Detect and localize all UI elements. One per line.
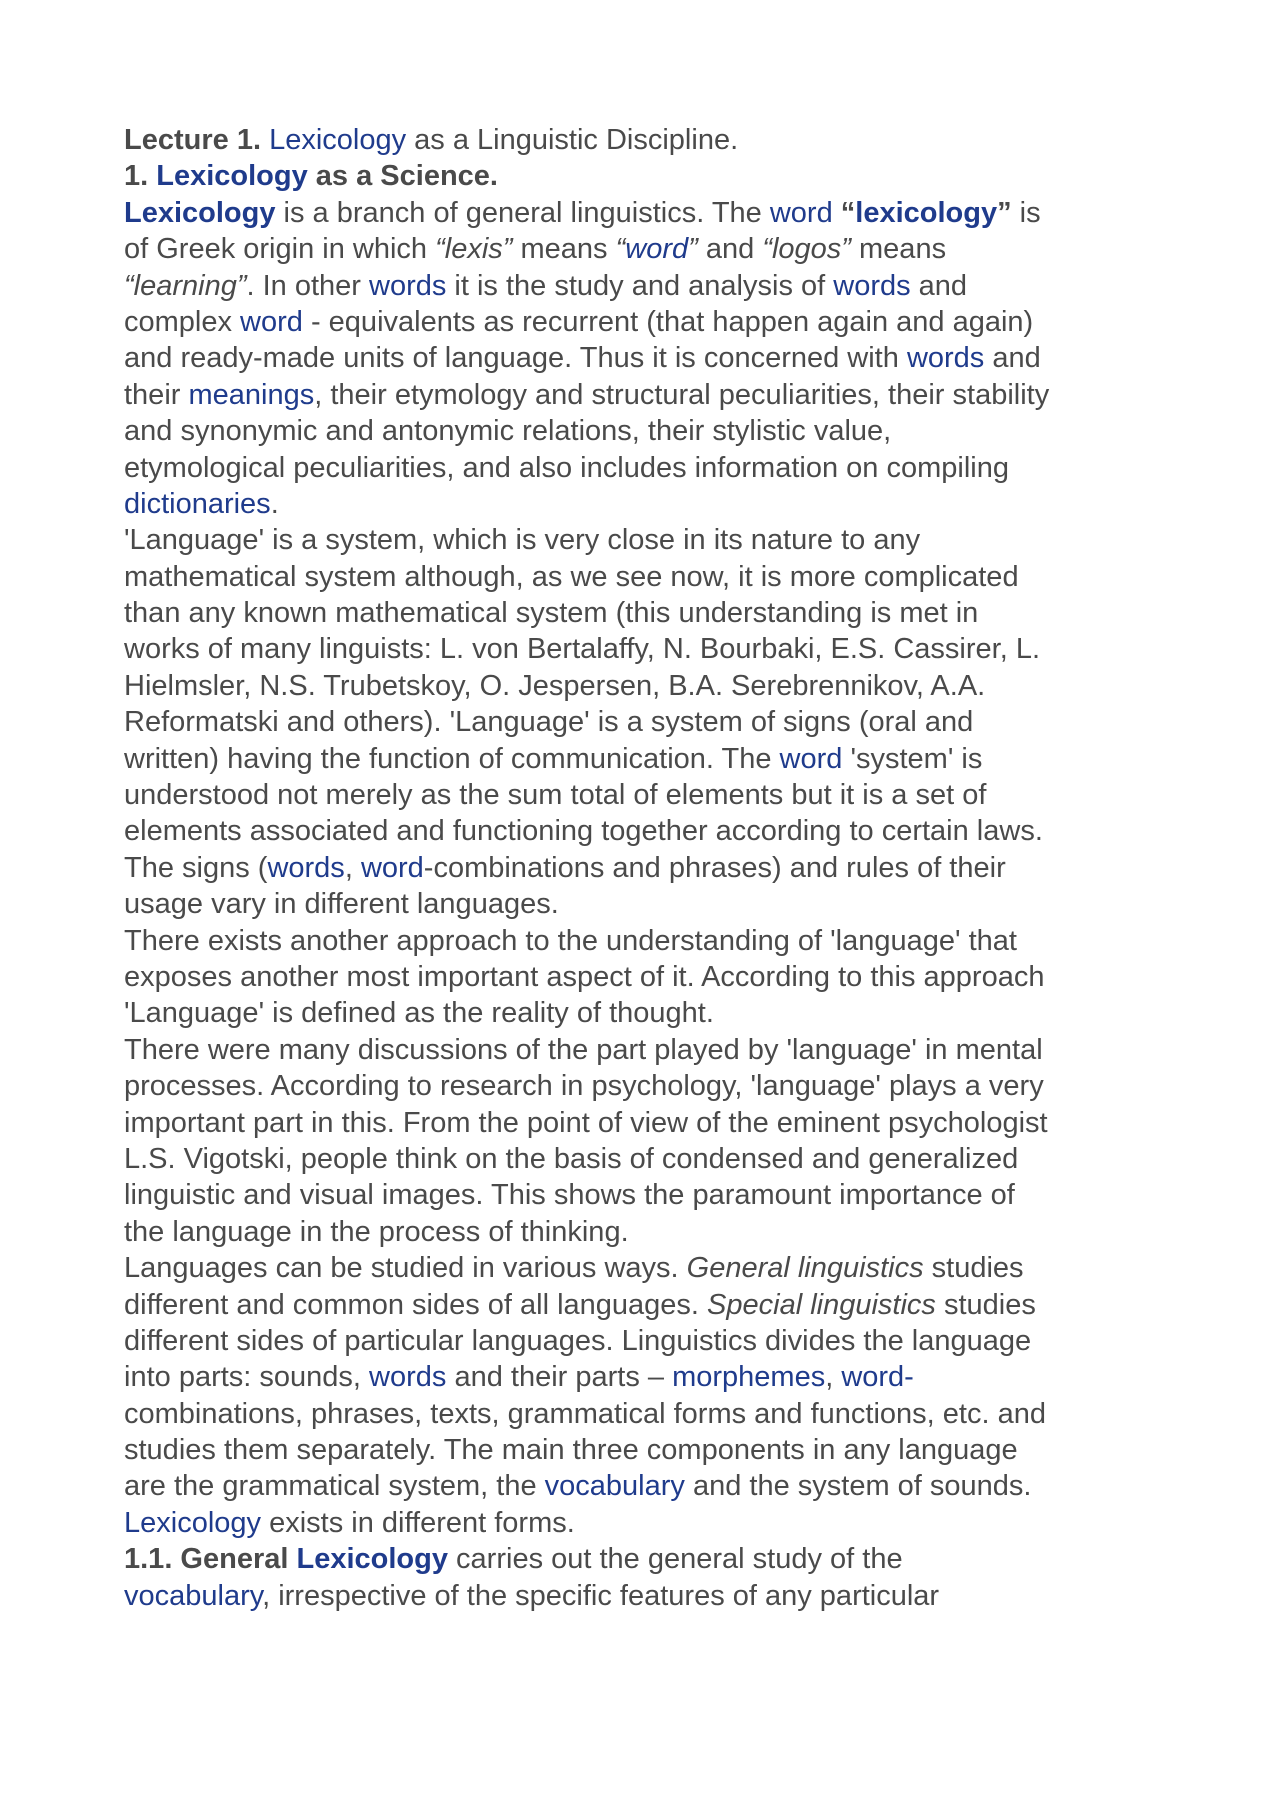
text-line xyxy=(124,1578,1174,1614)
text-segment: different and common sides of all languages. xyxy=(124,1288,708,1321)
text-segment: of Greek origin in which xyxy=(124,233,436,266)
text-line xyxy=(124,1250,1174,1286)
text-segment: the language in the process of thinking. xyxy=(124,1215,629,1248)
text-segment: 'Language' is defined as the reality of thought. xyxy=(124,997,714,1030)
text-segment: processes. According to research in psychology, 'language' plays a very xyxy=(124,1070,1044,1103)
text-segment: and synonymic and antonymic relations, their stylistic value, xyxy=(124,415,892,448)
text-segment: it is the study and analysis of xyxy=(446,269,834,302)
text-line xyxy=(124,1032,1174,1068)
text-segment: “lexis” xyxy=(435,233,513,266)
text-segment: Special linguistics xyxy=(707,1288,936,1321)
hyperlink[interactable]: word- xyxy=(841,1361,914,1394)
text-line xyxy=(124,450,1174,486)
text-segment: , irrespective of the specific features of any particular xyxy=(262,1579,940,1612)
hyperlink[interactable]: meanings xyxy=(188,378,315,411)
text-segment: . In other xyxy=(246,269,370,302)
text-segment: mathematical system although, as we see now, it is more complicated xyxy=(124,560,1019,593)
hyperlink[interactable]: Lexicology xyxy=(296,1543,448,1576)
text-segment: exists in different forms. xyxy=(261,1506,575,1539)
text-segment: “learning” xyxy=(124,269,247,302)
text-segment: exposes another most important aspect of it. According to this approach xyxy=(124,960,1045,993)
text-line xyxy=(124,704,1174,740)
text-segment: as a Linguistic Discipline. xyxy=(406,124,739,156)
hyperlink[interactable]: Lexicology xyxy=(156,160,308,193)
text-line xyxy=(124,631,1174,667)
text-line xyxy=(124,1105,1174,1141)
text-line xyxy=(124,1141,1174,1177)
hyperlink[interactable]: word xyxy=(240,305,303,338)
text-line xyxy=(124,1468,1174,1504)
text-segment: studies xyxy=(935,1288,1036,1321)
text-line xyxy=(124,158,1174,194)
hyperlink[interactable]: lexicology xyxy=(855,196,998,229)
document-page xyxy=(124,122,1174,1614)
hyperlink[interactable]: morphemes xyxy=(672,1361,826,1394)
text-segment: “ xyxy=(832,196,856,229)
text-line xyxy=(124,741,1174,777)
hyperlink[interactable]: word xyxy=(360,851,424,884)
text-segment: and their parts – xyxy=(446,1361,673,1394)
text-segment: understood not merely as the sum total of elements but it is a set of xyxy=(124,779,987,812)
hyperlink[interactable]: words xyxy=(267,851,345,884)
text-line xyxy=(124,1323,1174,1359)
text-line xyxy=(124,304,1174,340)
text-segment: usage vary in different languages. xyxy=(124,888,559,921)
text-line xyxy=(124,1177,1174,1213)
text-line xyxy=(124,595,1174,631)
text-segment: Hielmsler, N.S. Trubetskoy, O. Jespersen, B.A. Serebrennikov, A.A. xyxy=(124,669,986,702)
text-line xyxy=(124,886,1174,922)
text-line xyxy=(124,122,1174,158)
text-segment: etymological peculiarities, and also includes information on compiling xyxy=(124,451,1009,484)
text-line xyxy=(124,777,1174,813)
hyperlink[interactable]: Lexicology xyxy=(269,124,407,156)
text-line xyxy=(124,1359,1174,1395)
text-segment: L.S. Vigotski, people think on the basis of condensed and generalized xyxy=(124,1142,1019,1175)
hyperlink[interactable]: dictionaries xyxy=(124,487,271,520)
text-line xyxy=(124,377,1174,413)
text-line xyxy=(124,231,1174,267)
text-line xyxy=(124,1068,1174,1104)
text-segment: as a Science. xyxy=(307,160,498,193)
text-line xyxy=(124,1214,1174,1250)
text-segment: and ready-made units of language. Thus it is concerned with xyxy=(124,342,907,375)
hyperlink[interactable]: word xyxy=(769,196,833,229)
text-segment: 'Language' is a system, which is very close in its nature to any xyxy=(124,524,921,557)
text-line xyxy=(124,813,1174,849)
text-segment: and xyxy=(984,342,1041,375)
text-segment: works of many linguists: L. von Bertalaffy, N. Bourbaki, E.S. Cassirer, L. xyxy=(124,633,1041,666)
text-segment: ” xyxy=(688,233,698,266)
text-segment: , xyxy=(344,851,361,884)
text-segment: There were many discussions of the part played by 'language' in mental xyxy=(124,1033,1043,1066)
hyperlink[interactable]: word xyxy=(779,742,843,775)
text-line xyxy=(124,559,1174,595)
text-segment: means xyxy=(850,233,947,266)
text-segment: Reformatski and others). 'Language' is a system of signs (oral and xyxy=(124,706,974,739)
text-line xyxy=(124,1396,1174,1432)
text-segment: written) having the function of communication. The xyxy=(124,742,780,775)
text-segment: studies xyxy=(923,1252,1024,1285)
text-segment: 'system' is xyxy=(842,742,983,775)
hyperlink[interactable]: words xyxy=(906,342,985,375)
text-segment: Lecture 1. xyxy=(124,124,270,156)
text-segment: and xyxy=(697,233,763,266)
text-segment: elements associated and functioning together according to certain laws. xyxy=(124,815,1043,848)
text-segment: are the grammatical system, the xyxy=(124,1470,545,1503)
text-segment: important part in this. From the point of view of the eminent psychologist xyxy=(124,1106,1048,1139)
text-segment: 1.1. General xyxy=(124,1543,297,1576)
text-line xyxy=(124,668,1174,704)
text-segment: . xyxy=(270,487,279,520)
text-segment: carries out the general study of the xyxy=(448,1543,903,1576)
text-segment: and xyxy=(910,269,968,302)
text-segment: is xyxy=(1011,196,1041,229)
text-segment: Languages can be studied in various ways. xyxy=(124,1252,687,1285)
text-segment: and the system of sounds. xyxy=(684,1470,1032,1503)
text-line xyxy=(124,1505,1174,1541)
text-segment: There exists another approach to the understanding of 'language' that xyxy=(124,924,1017,957)
text-segment: different sides of particular languages. Linguistics divides the language xyxy=(124,1324,1032,1357)
text-segment: into parts: sounds, xyxy=(124,1361,370,1394)
hyperlink[interactable]: words xyxy=(833,269,911,302)
text-segment: 1. xyxy=(124,160,157,193)
text-line xyxy=(124,995,1174,1031)
text-line xyxy=(124,850,1174,886)
text-line xyxy=(124,340,1174,376)
hyperlink[interactable]: vocabulary xyxy=(124,1579,263,1612)
text-line xyxy=(124,486,1174,522)
text-segment: , their etymology and structural peculiarities, their stability xyxy=(314,378,1050,411)
text-segment: linguistic and visual images. This shows the paramount importance of xyxy=(124,1179,1015,1212)
text-segment: studies them separately. The main three components in any language xyxy=(124,1434,1018,1467)
text-segment: is a branch of general linguistics. The xyxy=(275,196,770,229)
text-line xyxy=(124,959,1174,995)
text-segment: combinations, phrases, texts, grammatical forms and functions, etc. and xyxy=(124,1397,1046,1430)
text-segment: The signs ( xyxy=(124,851,268,884)
text-segment: complex xyxy=(124,305,241,338)
hyperlink[interactable]: Lexicology xyxy=(124,196,276,229)
text-line xyxy=(124,413,1174,449)
text-line xyxy=(124,923,1174,959)
text-segment: General linguistics xyxy=(686,1252,924,1285)
text-segment: “ xyxy=(615,233,626,266)
text-segment: their xyxy=(124,378,189,411)
text-line xyxy=(124,268,1174,304)
hyperlink[interactable]: Lexicology xyxy=(124,1506,262,1539)
text-segment: “logos” xyxy=(762,233,851,266)
hyperlink[interactable]: vocabulary xyxy=(544,1470,685,1503)
text-line xyxy=(124,1541,1174,1577)
text-line xyxy=(124,1287,1174,1323)
text-segment: , xyxy=(825,1361,842,1394)
text-line xyxy=(124,195,1174,231)
text-segment: ” xyxy=(997,196,1012,229)
text-segment: than any known mathematical system (this understanding is met in xyxy=(124,597,979,630)
text-segment: -combinations and phrases) and rules of their xyxy=(423,851,1006,884)
text-segment: means xyxy=(512,233,616,266)
hyperlink[interactable]: words xyxy=(369,269,447,302)
hyperlink[interactable]: words xyxy=(369,1361,447,1394)
hyperlink[interactable]: word xyxy=(625,233,689,266)
text-line xyxy=(124,522,1174,558)
text-line xyxy=(124,1432,1174,1468)
text-segment: - equivalents as recurrent (that happen again and again) xyxy=(302,305,1034,338)
